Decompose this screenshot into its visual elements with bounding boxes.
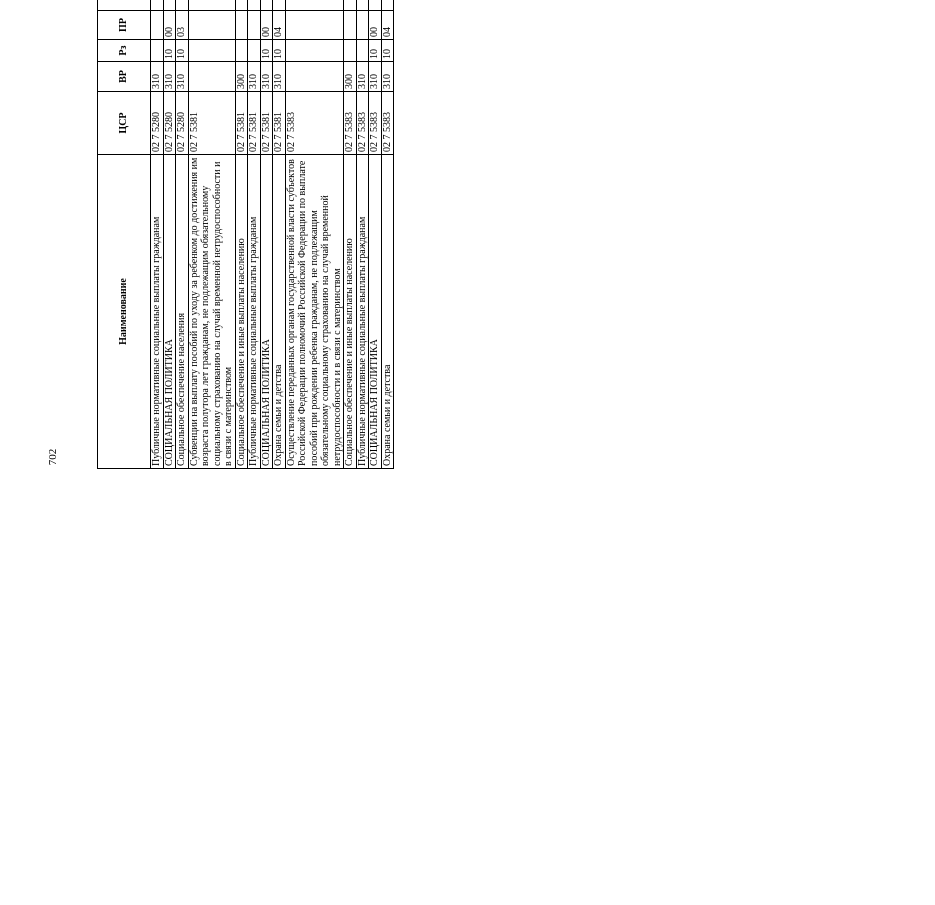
cell-vr: 300 — [344, 62, 357, 92]
cell-vr: 310 — [163, 62, 176, 92]
cell-pr — [188, 11, 235, 40]
cell-vr: 310 — [273, 62, 286, 92]
cell-rz — [344, 40, 357, 62]
cell-vr: 300 — [235, 62, 248, 92]
cell-vr: 310 — [381, 62, 394, 92]
cell-rz: 10 — [369, 40, 382, 62]
cell-name: Охрана семьи и детства — [381, 155, 394, 469]
table-row — [176, 0, 189, 469]
cell-name: Публичные нормативные социальные выплаты гражданам — [356, 155, 369, 469]
cell-name: Осуществление переданных органам государственной власти субъектов Российской Федерации полномочий Российской Федерации по выплате пособий при рождении ребенка гражданам, не подлежащим обязательному социальному страхованию на случай временной нетрудоспособности и в связи с материнством — [285, 155, 344, 469]
cell-rz: 10 — [176, 40, 189, 62]
cell-sum2014 — [188, 0, 235, 11]
cell-pr — [356, 11, 369, 40]
cell-csr: 02 7 5280 — [151, 92, 164, 155]
cell-name: Социальное обеспечение и иные выплаты населению — [344, 155, 357, 469]
cell-csr: 02 7 5280 — [163, 92, 176, 155]
header-vr: ВР — [98, 62, 151, 92]
cell-rz: 10 — [163, 40, 176, 62]
cell-sum2014 — [248, 0, 261, 11]
table-row — [163, 0, 176, 469]
cell-name: Публичные нормативные социальные выплаты гражданам — [151, 155, 164, 469]
table-wrapper — [97, 18, 935, 469]
cell-rz: 10 — [381, 40, 394, 62]
cell-csr: 02 7 5383 — [369, 92, 382, 155]
cell-name: СОЦИАЛЬНАЯ ПОЛИТИКА — [260, 155, 273, 469]
cell-pr: 00 — [369, 11, 382, 40]
cell-csr: 02 7 5381 — [273, 92, 286, 155]
cell-pr: 03 — [176, 11, 189, 40]
cell-vr — [188, 62, 235, 92]
header-pr: ПР — [98, 11, 151, 40]
cell-pr: 04 — [381, 11, 394, 40]
table-row — [273, 0, 286, 469]
cell-csr: 02 7 5381 — [188, 92, 235, 155]
cell-vr: 310 — [151, 62, 164, 92]
cell-sum2014 — [285, 0, 344, 11]
table-row — [344, 0, 357, 469]
cell-rz — [188, 40, 235, 62]
cell-sum2014 — [381, 0, 394, 11]
cell-rz: 10 — [260, 40, 273, 62]
table-row — [285, 0, 344, 469]
cell-rz — [356, 40, 369, 62]
table-row — [248, 0, 261, 469]
cell-name: Социальное обеспечение населения — [176, 155, 189, 469]
cell-vr: 310 — [248, 62, 261, 92]
cell-name: Публичные нормативные социальные выплаты гражданам — [248, 155, 261, 469]
cell-sum2014 — [344, 0, 357, 11]
header-csr: ЦСР — [98, 92, 151, 155]
cell-vr: 310 — [369, 62, 382, 92]
table-row — [369, 0, 382, 469]
cell-sum2014 — [235, 0, 248, 11]
cell-rz — [248, 40, 261, 62]
cell-name: СОЦИАЛЬНАЯ ПОЛИТИКА — [369, 155, 382, 469]
table-header-row — [98, 0, 151, 469]
cell-vr: 310 — [176, 62, 189, 92]
cell-vr: 310 — [356, 62, 369, 92]
budget-table — [97, 0, 394, 469]
cell-pr: 04 — [273, 11, 286, 40]
table-row — [356, 0, 369, 469]
cell-csr: 02 7 5381 — [248, 92, 261, 155]
cell-sum2014 — [151, 0, 164, 11]
cell-sum2014 — [163, 0, 176, 11]
table-row — [188, 0, 235, 469]
cell-pr — [151, 11, 164, 40]
cell-csr: 02 7 5381 — [260, 92, 273, 155]
cell-pr — [248, 11, 261, 40]
cell-rz — [285, 40, 344, 62]
cell-name: СОЦИАЛЬНАЯ ПОЛИТИКА — [163, 155, 176, 469]
table-row — [151, 0, 164, 469]
cell-csr: 02 7 5383 — [285, 92, 344, 155]
cell-name: Социальное обеспечение и иные выплаты населению — [235, 155, 248, 469]
cell-csr: 02 7 5381 — [235, 92, 248, 155]
cell-pr: 00 — [260, 11, 273, 40]
cell-pr — [235, 11, 248, 40]
rotated-table-area — [97, 18, 935, 469]
cell-sum2014 — [176, 0, 189, 11]
cell-name: Охрана семьи и детства — [273, 155, 286, 469]
cell-rz — [151, 40, 164, 62]
page-number: 702 — [47, 448, 59, 466]
cell-rz: 10 — [273, 40, 286, 62]
header-rz: Рз — [98, 40, 151, 62]
cell-rz — [235, 40, 248, 62]
cell-name: Субвенции на выплату пособий по уходу за ребенком до достижения им возраста полутора лет гражданам, не подлежащим обязательному социальному страхованию на случай временной нетрудоспособности и в связи с материнством — [188, 155, 235, 469]
cell-pr: 00 — [163, 11, 176, 40]
table-row — [381, 0, 394, 469]
cell-pr — [285, 11, 344, 40]
header-name: Наименование — [98, 155, 151, 469]
table-row — [260, 0, 273, 469]
cell-csr: 02 7 5383 — [344, 92, 357, 155]
header-sum-2014 — [98, 0, 151, 11]
cell-vr — [285, 62, 344, 92]
cell-vr: 310 — [260, 62, 273, 92]
cell-sum2014 — [260, 0, 273, 11]
cell-csr: 02 7 5383 — [381, 92, 394, 155]
cell-csr: 02 7 5383 — [356, 92, 369, 155]
cell-sum2014 — [356, 0, 369, 11]
cell-pr — [344, 11, 357, 40]
cell-sum2014 — [273, 0, 286, 11]
table-row — [235, 0, 248, 469]
table-body — [151, 0, 394, 469]
cell-csr: 02 7 5280 — [176, 92, 189, 155]
cell-sum2014 — [369, 0, 382, 11]
